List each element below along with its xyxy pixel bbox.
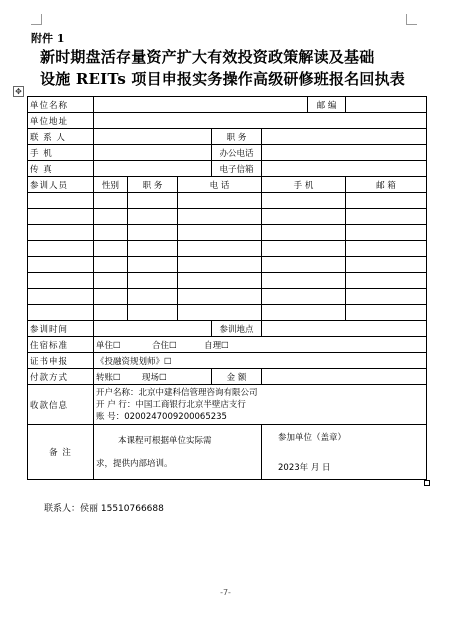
- remarks-line-1: 本课程可根据单位实际需: [118, 435, 212, 446]
- unit-address-field[interactable]: [94, 113, 427, 129]
- accommodation-label: 住宿标准: [28, 337, 94, 353]
- row-unit-name: [28, 97, 427, 113]
- trainee-rows: [28, 193, 427, 321]
- participating-unit-label: 参加单位（盖章）: [278, 433, 347, 443]
- unit-name-field[interactable]: [94, 97, 308, 113]
- certificate-label: 证书申报: [28, 353, 94, 369]
- row-contact-person: [28, 129, 427, 145]
- trainee-cell[interactable]: [346, 209, 427, 225]
- trainee-row: [28, 289, 427, 305]
- training-time-field[interactable]: [94, 321, 212, 337]
- trainee-cell[interactable]: [94, 241, 128, 257]
- trainee-cell[interactable]: [28, 289, 94, 305]
- trainee-cell[interactable]: [262, 273, 346, 289]
- row-mobile: [28, 145, 427, 161]
- option-self-arranged-label: 自理: [204, 340, 222, 351]
- trainee-cell[interactable]: [128, 257, 178, 273]
- trainee-cell[interactable]: [178, 209, 262, 225]
- contact-person-field[interactable]: [94, 129, 212, 145]
- trainee-row: [28, 241, 427, 257]
- form-title-line-2: 设施 REITs 项目申报实务操作高级研修班报名回执表: [40, 70, 405, 88]
- remarks-label: 备 注: [28, 425, 94, 480]
- table-resize-handle[interactable]: [424, 480, 430, 486]
- training-time-label: 参训时间: [28, 321, 94, 337]
- trainee-cell[interactable]: [346, 289, 427, 305]
- participating-unit-box[interactable]: [262, 425, 427, 480]
- trainee-cell[interactable]: [94, 257, 128, 273]
- trainee-cell[interactable]: [28, 305, 94, 321]
- row-remarks: [28, 425, 427, 480]
- option-transfer-label: 转账: [96, 372, 114, 383]
- payment-label: 付款方式: [28, 369, 94, 385]
- transfer-checkbox[interactable]: ☐: [113, 372, 121, 383]
- trainee-row: [28, 193, 427, 209]
- corner-crop-mark: [406, 14, 417, 25]
- billing-info: [94, 385, 427, 425]
- fax-field[interactable]: [94, 161, 212, 177]
- trainee-header-position: 职 务: [128, 177, 178, 193]
- trainee-row: [28, 225, 427, 241]
- trainee-cell[interactable]: [262, 241, 346, 257]
- payment-options: [94, 369, 212, 385]
- trainee-header-phone: 电 话: [178, 177, 262, 193]
- trainee-cell[interactable]: [346, 241, 427, 257]
- row-payment: [28, 369, 427, 385]
- trainee-cell[interactable]: [262, 257, 346, 273]
- trainee-cell[interactable]: [346, 193, 427, 209]
- shared-room-checkbox[interactable]: ☐: [169, 340, 177, 351]
- certificate-options: [94, 353, 427, 369]
- row-billing-info: [28, 385, 427, 425]
- attachment-label: 附件 1: [31, 32, 65, 45]
- date-line: 2023年 月 日: [278, 463, 331, 473]
- registration-form-table: [27, 96, 427, 480]
- remarks-content: [94, 425, 262, 480]
- billing-info-label: 收款信息: [28, 385, 94, 425]
- trainee-cell[interactable]: [28, 257, 94, 273]
- postcode-field[interactable]: [346, 97, 427, 113]
- option-shared-room-label: 合住: [152, 340, 170, 351]
- trainee-cell[interactable]: [178, 289, 262, 305]
- trainee-cell[interactable]: [128, 241, 178, 257]
- trainee-cell[interactable]: [178, 193, 262, 209]
- trainee-cell[interactable]: [346, 257, 427, 273]
- trainee-cell[interactable]: [128, 289, 178, 305]
- trainee-cell[interactable]: [262, 193, 346, 209]
- contact-line: 联系人：侯丽 15510766688: [44, 504, 164, 514]
- onsite-checkbox[interactable]: ☐: [159, 372, 167, 383]
- unit-address-label: 单位地址: [28, 113, 94, 129]
- remarks-line-2: 求，提供内部培训。: [96, 458, 173, 469]
- trainee-header-email: 邮 箱: [346, 177, 427, 193]
- trainee-cell[interactable]: [346, 305, 427, 321]
- trainee-cell[interactable]: [128, 193, 178, 209]
- office-phone-label: 办公电话: [212, 145, 262, 161]
- trainee-cell[interactable]: [28, 225, 94, 241]
- trainee-cell[interactable]: [94, 225, 128, 241]
- trainee-row: [28, 273, 427, 289]
- trainee-cell[interactable]: [94, 273, 128, 289]
- certificate-checkbox[interactable]: ☐: [164, 356, 172, 367]
- trainee-cell[interactable]: [178, 305, 262, 321]
- amount-field[interactable]: [262, 369, 427, 385]
- office-phone-field[interactable]: [262, 145, 427, 161]
- trainee-cell[interactable]: [346, 225, 427, 241]
- position-label: 职 务: [212, 129, 262, 145]
- training-place-label: 参训地点: [212, 321, 262, 337]
- trainee-cell[interactable]: [178, 241, 262, 257]
- training-place-field[interactable]: [262, 321, 427, 337]
- trainee-cell[interactable]: [28, 209, 94, 225]
- trainee-cell[interactable]: [28, 193, 94, 209]
- trainee-cell[interactable]: [262, 289, 346, 305]
- position-field[interactable]: [262, 129, 427, 145]
- trainee-cell[interactable]: [94, 289, 128, 305]
- self-arranged-checkbox[interactable]: ☐: [221, 340, 229, 351]
- trainee-cell[interactable]: [28, 273, 94, 289]
- unit-name-label: 单位名称: [28, 97, 94, 113]
- trainee-cell[interactable]: [178, 273, 262, 289]
- mobile-field[interactable]: [94, 145, 212, 161]
- email-field[interactable]: [262, 161, 427, 177]
- trainee-cell[interactable]: [128, 225, 178, 241]
- trainee-row: [28, 209, 427, 225]
- trainee-cell[interactable]: [128, 209, 178, 225]
- trainee-header-name: 参训人员: [28, 177, 94, 193]
- trainee-cell[interactable]: [178, 225, 262, 241]
- corner-crop-mark: [31, 14, 42, 25]
- trainee-cell[interactable]: [94, 305, 128, 321]
- page-number: -7-: [220, 588, 231, 597]
- trainee-cell[interactable]: [94, 209, 128, 225]
- trainee-cell[interactable]: [128, 305, 178, 321]
- row-training-time: [28, 321, 427, 337]
- accommodation-options: [94, 337, 427, 353]
- amount-label: 金 额: [212, 369, 262, 385]
- row-accommodation: [28, 337, 427, 353]
- trainee-cell[interactable]: [262, 209, 346, 225]
- option-single-room-label: 单住: [96, 340, 114, 351]
- trainee-header-mobile: 手 机: [262, 177, 346, 193]
- option-onsite-label: 现场: [142, 372, 160, 383]
- trainee-cell[interactable]: [28, 241, 94, 257]
- account-name: 开户名称：北京中建科信管理咨询有限公司: [96, 387, 258, 398]
- row-fax: [28, 161, 427, 177]
- trainee-cell[interactable]: [262, 225, 346, 241]
- trainee-cell[interactable]: [262, 305, 346, 321]
- postcode-label: 邮 编: [308, 97, 346, 113]
- trainee-cell[interactable]: [94, 193, 128, 209]
- trainee-header-row: [28, 177, 427, 193]
- email-label: 电子信箱: [212, 161, 262, 177]
- trainee-cell[interactable]: [128, 273, 178, 289]
- fax-label: 传 真: [28, 161, 94, 177]
- form-title-line-1: 新时期盘活存量资产扩大有效投资政策解读及基础: [40, 48, 375, 66]
- bank-name: 开 户 行：中国工商银行北京半壁店支行: [96, 399, 246, 410]
- single-room-checkbox[interactable]: ☐: [113, 340, 121, 351]
- move-handle-icon[interactable]: ✥: [13, 86, 24, 97]
- trainee-row: [28, 305, 427, 321]
- certificate-name: 《投融资规划师》: [96, 356, 165, 367]
- mobile-label: 手 机: [28, 145, 94, 161]
- trainee-cell[interactable]: [178, 257, 262, 273]
- row-certificate: [28, 353, 427, 369]
- trainee-row: [28, 257, 427, 273]
- trainee-header-gender: 性别: [94, 177, 128, 193]
- trainee-cell[interactable]: [346, 273, 427, 289]
- row-unit-address: [28, 113, 427, 129]
- account-number: 账 号：0200247009200065235: [96, 411, 227, 422]
- contact-person-label: 联 系 人: [28, 129, 94, 145]
